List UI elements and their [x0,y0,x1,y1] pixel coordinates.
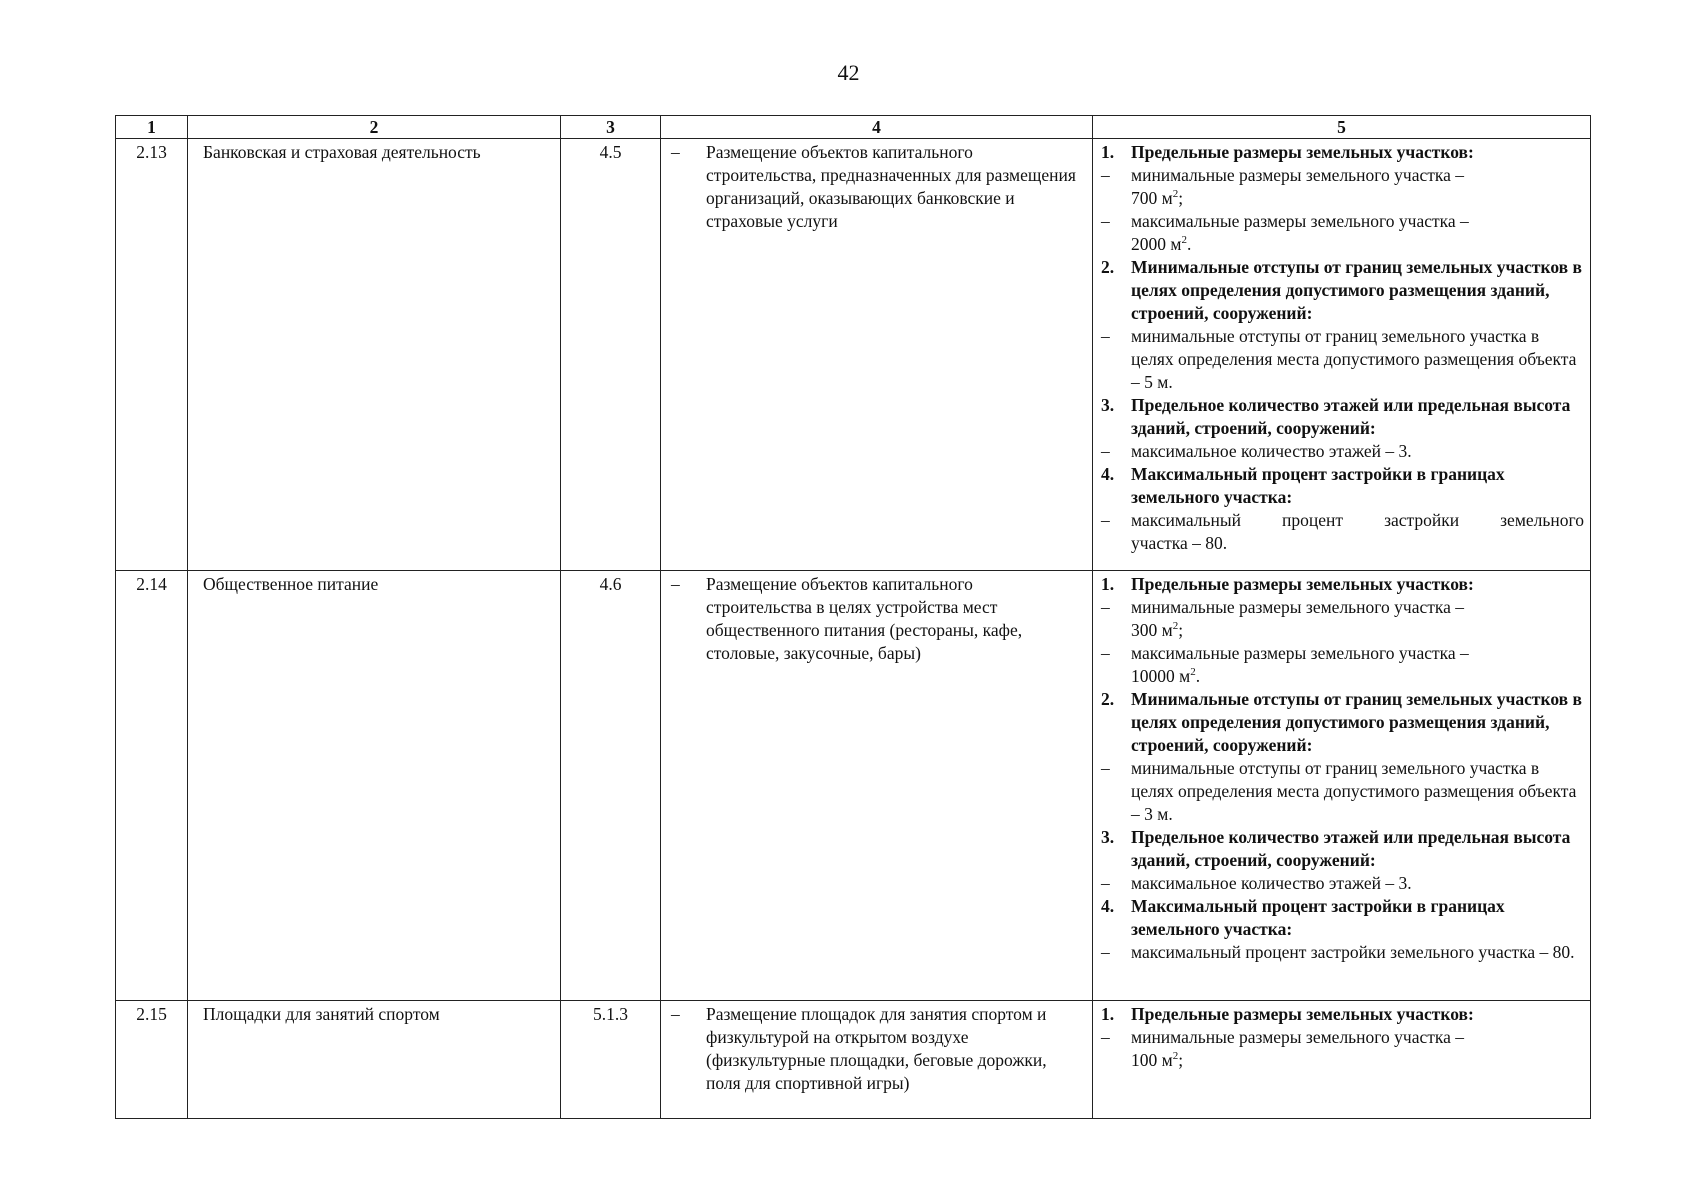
param-text: Минимальные отступы от границ земельных участков в целях определения допустимого размещения зданий, строений, сооружений: [1131,257,1582,323]
param-text: Максимальный процент застройки в границах земельного участка: [1131,896,1505,939]
param-text: минимальные отступы от границ земельного участка в целях определения места допустимого размещения объекта – 3 м. [1131,758,1577,824]
param-item [1101,325,1584,394]
param-tail: . [1195,666,1201,686]
table-row [116,571,1591,1001]
param-heading [1101,1003,1584,1026]
param-item [1101,509,1584,555]
param-item [1101,757,1584,826]
param-mark: 1. [1101,574,1115,594]
description-text: Размещение объектов капитального строительства, предназначенных для размещения организаций, оказывающих банковские и страховые услуги [706,142,1076,231]
param-heading [1101,895,1584,941]
param-mark: – [1101,510,1110,530]
description-text: Размещение объектов капитального строительства в целях устройства мест общественного питания (рестораны, кафе, столовые, закусочные, бары) [706,574,1023,663]
param-mark: – [1101,942,1110,962]
param-item [1101,872,1584,895]
param-mark: – [1101,211,1110,231]
param-text: минимальные отступы от границ земельного участка в целях определения места допустимого размещения объекта – 5 м. [1131,326,1577,392]
param-text: Максимальный процент застройки в границах земельного участка: [1131,464,1505,507]
param-mark: – [1101,597,1110,617]
param-mark: – [1101,873,1110,893]
param-value: 700 м [1131,188,1173,208]
param-item [1101,1026,1584,1072]
param-text: максимальное количество этажей – 3. [1131,441,1412,461]
table-header-row [116,116,1591,139]
param-item [1101,164,1584,210]
param-item [1101,596,1584,642]
column-header: 5 [1093,116,1591,139]
description-text: Размещение площадок для занятия спортом и физкультурой на открытом воздухе (физкультурные площадки, беговые дорожки, поля для спортивной игры) [706,1004,1047,1093]
row-number: 2.13 [116,139,188,571]
param-mark: – [1101,1027,1110,1047]
param-text: максимальное количество этажей – 3. [1131,873,1412,893]
column-header: 1 [116,116,188,139]
column-header: 4 [661,116,1093,139]
param-heading [1101,463,1584,509]
param-tail: ; [1178,1050,1184,1070]
param-text: Предельные размеры земельных участков: [1131,1004,1474,1024]
param-value: 300 м [1131,620,1173,640]
param-text: максимальный процент застройки земельного участка – 80. [1131,942,1575,962]
parameters [1093,571,1591,1001]
param-item [1101,941,1584,964]
dash-mark: – [671,1004,680,1024]
param-heading [1101,141,1584,164]
param-tail: . [1186,234,1192,254]
use-description [661,139,1093,571]
param-item [1101,210,1584,256]
param-tail: ; [1178,620,1184,640]
param-mark: – [1101,326,1110,346]
param-mark: – [1101,165,1110,185]
param-tail: ; [1178,188,1184,208]
parameters [1093,139,1591,571]
table-row [116,139,1591,571]
zoning-table [115,115,1591,1119]
param-heading [1101,256,1584,325]
param-text: минимальные размеры земельного участка – [1131,1027,1465,1047]
param-heading [1101,688,1584,757]
column-header: 2 [188,116,561,139]
param-text: максимальный процент застройки земельного [1131,510,1584,530]
param-mark: 1. [1101,1004,1115,1024]
param-item [1101,642,1584,688]
row-number: 2.14 [116,571,188,1001]
param-value: 2000 м [1131,234,1182,254]
param-text: Предельные размеры земельных участков: [1131,142,1474,162]
param-text: максимальные размеры земельного участка – [1131,643,1469,663]
dash-mark: – [671,574,680,594]
use-code: 4.5 [561,139,661,571]
param-mark: 4. [1101,896,1115,916]
parameters [1093,1001,1591,1119]
param-heading [1101,826,1584,872]
row-number: 2.15 [116,1001,188,1119]
param-mark: 3. [1101,395,1115,415]
param-text: Минимальные отступы от границ земельных участков в целях определения допустимого размещения зданий, строений, сооружений: [1131,689,1582,755]
param-value: 10000 м [1131,666,1191,686]
param-mark: 3. [1101,827,1115,847]
param-text: минимальные размеры земельного участка – [1131,597,1465,617]
param-mark: – [1101,758,1110,778]
param-text: Предельные размеры земельных участков: [1131,574,1474,594]
param-sup: 2 [1181,234,1187,247]
param-value: 100 м [1131,1050,1173,1070]
param-mark: 2. [1101,257,1115,277]
param-heading [1101,573,1584,596]
table-row [116,1001,1591,1119]
use-description [661,1001,1093,1119]
use-name: Общественное питание [188,571,561,1001]
use-code: 4.6 [561,571,661,1001]
param-text: максимальные размеры земельного участка – [1131,211,1469,231]
param-sup: 2 [1172,188,1179,201]
param-mark: – [1101,441,1110,461]
param-mark: – [1101,643,1110,663]
param-item [1101,440,1584,463]
use-code: 5.1.3 [561,1001,661,1119]
dash-mark: – [671,142,680,162]
param-text: Предельное количество этажей или предельная высота зданий, строений, сооружений: [1131,395,1571,438]
param-mark: 4. [1101,464,1115,484]
page-number: 42 [837,60,860,85]
param-heading [1101,394,1584,440]
use-description [661,571,1093,1001]
param-sup: 2 [1190,666,1196,679]
param-text: минимальные размеры земельного участка – [1131,165,1465,185]
param-value: участка – 80. [1131,533,1228,553]
param-sup: 2 [1172,620,1179,633]
param-mark: 1. [1101,142,1115,162]
param-mark: 2. [1101,689,1115,709]
param-text: Предельное количество этажей или предельная высота зданий, строений, сооружений: [1131,827,1571,870]
use-name: Банковская и страховая деятельность [188,139,561,571]
param-sup: 2 [1172,1050,1179,1063]
column-header: 3 [561,116,661,139]
use-name: Площадки для занятий спортом [188,1001,561,1119]
